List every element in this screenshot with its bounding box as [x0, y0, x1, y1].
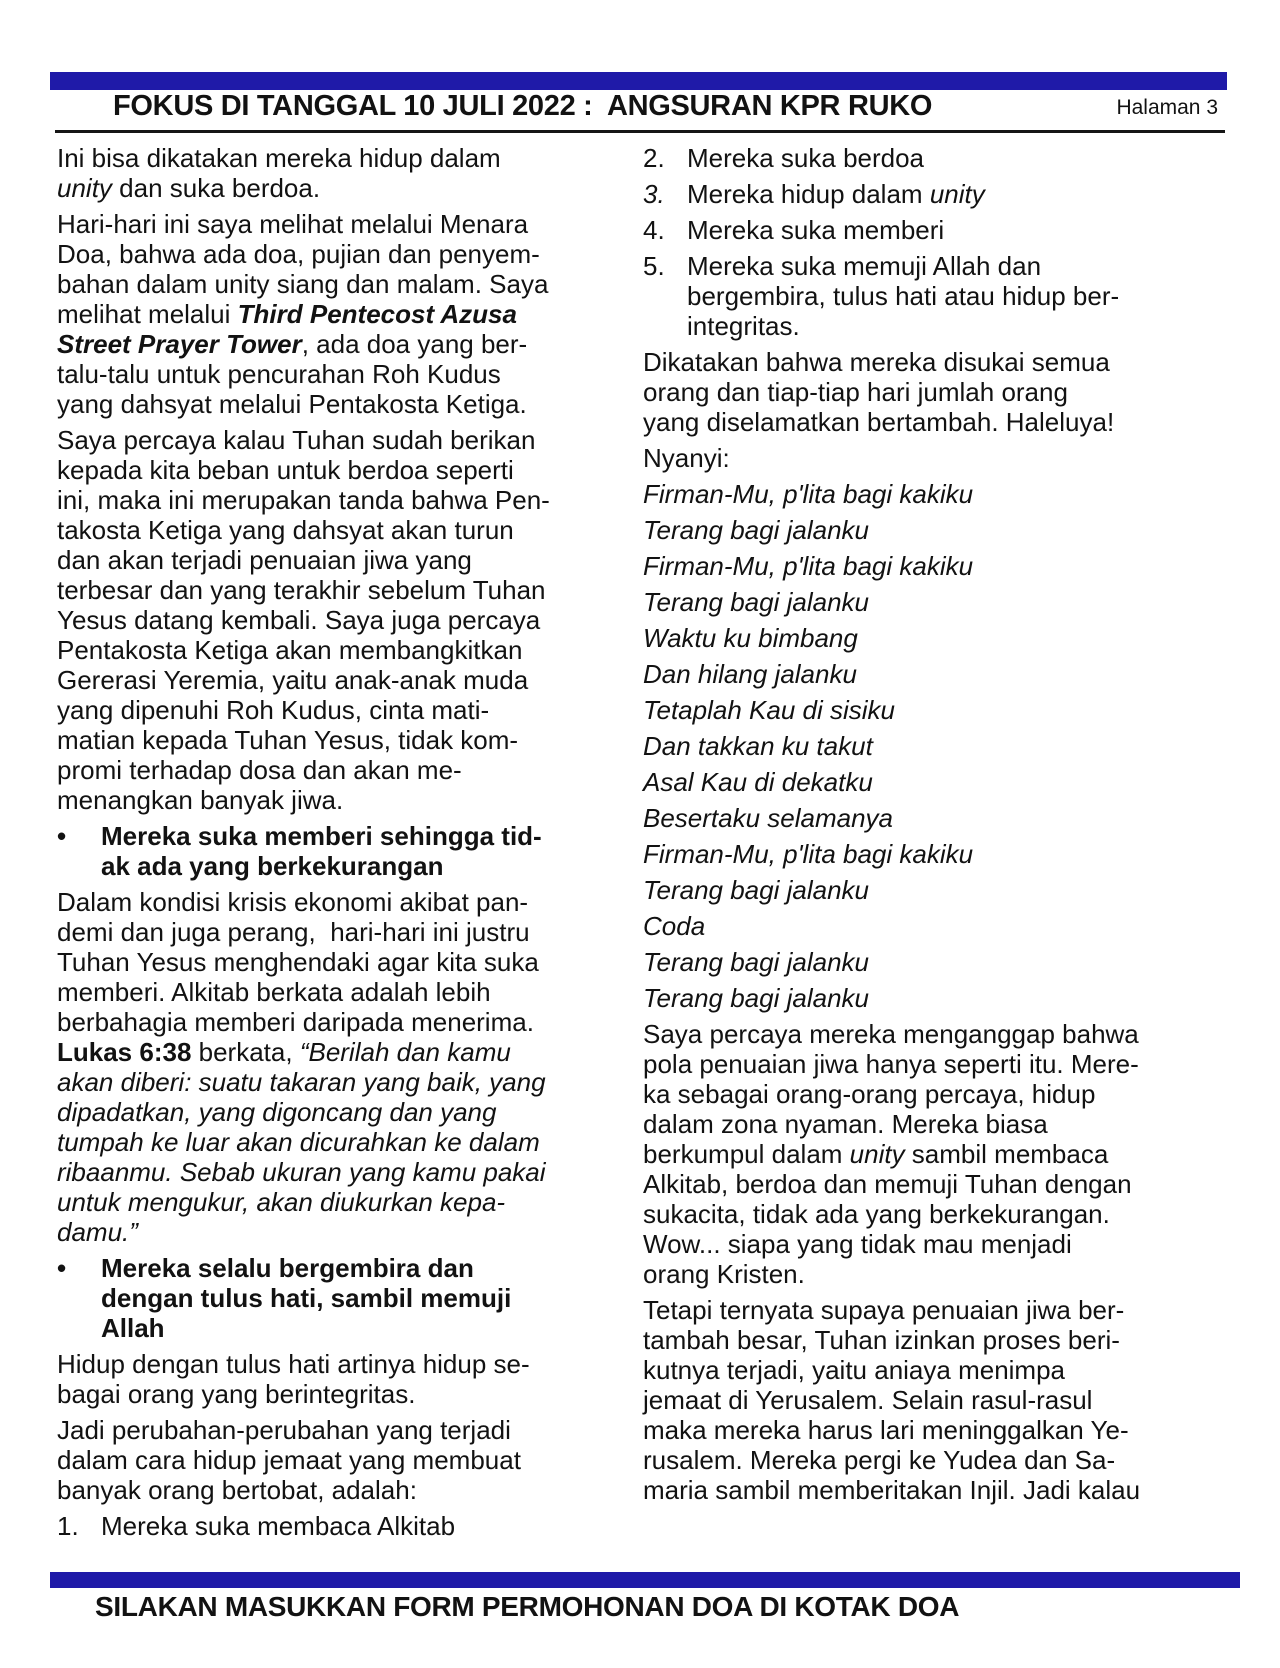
paragraph [643, 479, 1233, 509]
text-line [57, 173, 617, 203]
text-line [643, 1109, 1233, 1139]
text-run: Coda [643, 911, 706, 941]
text-line [57, 977, 617, 1007]
text-line [643, 1325, 1233, 1355]
text-run: Yesus datang kembali. Saya juga percaya [57, 605, 541, 635]
text-run: takosta Ketiga yang dahsyat akan turun [57, 515, 514, 545]
text-line [57, 299, 617, 329]
text-line [643, 377, 1233, 407]
text-run: Mereka suka membaca Alkitab [101, 1511, 456, 1541]
text-line [643, 1415, 1233, 1445]
list-marker: 3. [643, 179, 665, 209]
text-run: Jadi perubahan-perubahan yang terjadi [57, 1415, 511, 1445]
text-run: Hari-hari ini saya melihat melalui Menara [57, 209, 529, 239]
text-run: dalam cara hidup jemaat yang membuat [57, 1445, 521, 1475]
text-run: Terang bagi jalanku [643, 515, 869, 545]
text-run: unity [929, 179, 985, 209]
text-line [643, 623, 1233, 653]
text-line [57, 1067, 617, 1097]
list-marker: 2. [643, 143, 665, 173]
text-run: Terang bagi jalanku [643, 875, 869, 905]
list-item [643, 215, 1233, 245]
text-line [687, 143, 1233, 173]
header-accent-bar [50, 72, 1227, 90]
text-line [57, 1127, 617, 1157]
list-marker: 5. [643, 251, 665, 281]
text-run: berkata, [191, 1037, 300, 1067]
text-line [643, 1049, 1233, 1079]
list-marker: 1. [57, 1511, 79, 1541]
text-line [643, 803, 1233, 833]
text-run: menangkan banyak jiwa. [57, 785, 344, 815]
text-line [643, 1199, 1233, 1229]
text-line [687, 179, 1233, 209]
text-run: memberi. Alkitab berkata adalah lebih [57, 977, 491, 1007]
text-line [57, 545, 617, 575]
text-run: Firman-Mu, p'lita bagi kakiku [643, 479, 974, 509]
text-line [643, 443, 1233, 473]
text-line [643, 551, 1233, 581]
paragraph [643, 911, 1233, 941]
text-run: terbesar dan yang terakhir sebelum Tuhan [57, 575, 546, 605]
text-line [643, 1475, 1233, 1505]
text-run: Ini bisa dikatakan mereka hidup dalam [57, 143, 501, 173]
paragraph [57, 425, 617, 815]
text-run: berkumpul dalam [643, 1139, 850, 1169]
text-line [57, 359, 617, 389]
text-run: sukacita, tidak ada yang berkekurangan. [643, 1199, 1110, 1229]
text-run: Besertaku selamanya [643, 803, 894, 833]
text-run: orang dan tiap-tiap hari jumlah orang [643, 377, 1068, 407]
paragraph [643, 1295, 1233, 1505]
list-item-text [101, 1511, 617, 1541]
text-line [643, 407, 1233, 437]
text-run: Asal Kau di dekatku [643, 767, 873, 797]
text-line [101, 1283, 617, 1313]
paragraph [643, 1019, 1233, 1289]
text-line [57, 695, 617, 725]
paragraph [643, 659, 1233, 689]
text-run: Gererasi Yeremia, yaitu anak-anak muda [57, 665, 529, 695]
list-item-text [687, 179, 1233, 209]
text-line [643, 1355, 1233, 1385]
list-item-text [101, 1253, 617, 1343]
text-run: Mereka selalu bergembira dan [101, 1253, 474, 1283]
paragraph [643, 983, 1233, 1013]
text-run: Terang bagi jalanku [643, 947, 869, 977]
text-line [643, 767, 1233, 797]
footer-notice: SILAKAN MASUKKAN FORM PERMOHONAN DOA DI KOTAK DOA [95, 1591, 960, 1622]
text-run: Tetaplah Kau di sisiku [643, 695, 895, 725]
paragraph [643, 551, 1233, 581]
text-line [57, 575, 617, 605]
text-line [687, 251, 1233, 281]
text-line [643, 1295, 1233, 1325]
text-run: pola penuaian jiwa hanya seperti itu. Mere- [643, 1049, 1139, 1079]
text-run: unity [849, 1139, 905, 1169]
left-column [57, 143, 617, 1547]
text-run: Saya percaya kalau Tuhan sudah berikan [57, 425, 536, 455]
text-line [57, 1007, 617, 1037]
paragraph [643, 695, 1233, 725]
text-line [57, 1415, 617, 1445]
text-run: Allah [101, 1313, 165, 1343]
text-run: Dan hilang jalanku [643, 659, 857, 689]
text-line [57, 887, 617, 917]
text-line [101, 1253, 617, 1283]
list-item [57, 1511, 617, 1541]
text-run: Firman-Mu, p'lita bagi kakiku [643, 839, 974, 869]
paragraph [643, 875, 1233, 905]
text-line [643, 1139, 1233, 1169]
text-run: Wow... siapa yang tidak mau menjadi [643, 1229, 1072, 1259]
text-run: unity [57, 173, 112, 203]
text-run: bergembira, tulus hati atau hidup ber- [687, 281, 1120, 311]
text-run: dalam zona nyaman. Mereka biasa [643, 1109, 1048, 1139]
list-item-text [687, 251, 1233, 341]
text-line [57, 1445, 617, 1475]
text-line [687, 215, 1233, 245]
paragraph [57, 1349, 617, 1409]
text-run: Pentakosta Ketiga akan membangkitkan [57, 635, 523, 665]
list-marker: • [57, 1253, 67, 1283]
text-run: untuk mengukur, akan diukurkan kepa- [57, 1187, 506, 1217]
text-line [643, 839, 1233, 869]
text-run: Third Pentecost Azusa [237, 299, 517, 329]
list-item [643, 179, 1233, 209]
paragraph [643, 587, 1233, 617]
text-line [643, 587, 1233, 617]
text-line [57, 269, 617, 299]
list-item [643, 143, 1233, 173]
paragraph [57, 143, 617, 203]
text-run: promi terhadap dosa dan akan me- [57, 755, 462, 785]
text-line [57, 1097, 617, 1127]
list-item-text [687, 143, 1233, 173]
paragraph [643, 731, 1233, 761]
text-run: Alkitab, berdoa dan memuji Tuhan dengan [643, 1169, 1132, 1199]
paragraph [643, 623, 1233, 653]
text-run: Lukas 6:38 [57, 1037, 192, 1067]
text-line [643, 515, 1233, 545]
text-run: Nyanyi: [643, 443, 730, 473]
text-run: Hidup dengan tulus hati artinya hidup se- [57, 1349, 530, 1379]
text-run: Saya percaya mereka menganggap bahwa [643, 1019, 1139, 1049]
text-line [643, 983, 1233, 1013]
text-line [643, 1259, 1233, 1289]
footer-accent-bar [50, 1572, 1240, 1588]
text-line [57, 329, 617, 359]
text-line [643, 1169, 1233, 1199]
text-line [57, 209, 617, 239]
text-line [57, 947, 617, 977]
text-line [643, 875, 1233, 905]
paragraph [643, 443, 1233, 473]
text-line [57, 1379, 617, 1409]
text-run: berbahagia memberi daripada menerima. [57, 1007, 534, 1037]
text-run: dipadatkan, yang digoncang dan yang [57, 1097, 497, 1127]
text-run: , ada doa yang ber- [301, 329, 528, 359]
text-line [57, 725, 617, 755]
text-run: ribaanmu. Sebab ukuran yang kamu pakai [57, 1157, 546, 1187]
text-run: ka sebagai orang-orang percaya, hidup [643, 1079, 1096, 1109]
text-run: Waktu ku bimbang [643, 623, 858, 653]
text-line [57, 485, 617, 515]
text-line [57, 515, 617, 545]
text-run: tambah besar, Tuhan izinkan proses beri- [643, 1325, 1120, 1355]
list-item [57, 821, 617, 881]
text-run: melihat melalui [57, 299, 238, 329]
text-run: Tuhan Yesus menghendaki agar kita suka [57, 947, 539, 977]
text-run: Doa, bahwa ada doa, pujian dan penyem- [57, 239, 540, 269]
text-line [101, 1511, 617, 1541]
list-item [643, 251, 1233, 341]
text-line [643, 1229, 1233, 1259]
text-line [643, 947, 1233, 977]
text-run: yang diselamatkan bertambah. Haleluya! [643, 407, 1115, 437]
text-line [57, 755, 617, 785]
text-run: Terang bagi jalanku [643, 587, 869, 617]
list-item-text [687, 215, 1233, 245]
text-run: yang dahsyat melalui Pentakosta Ketiga. [57, 389, 527, 419]
text-run: jemaat di Yerusalem. Selain rasul-rasul [643, 1385, 1093, 1415]
paragraph [643, 803, 1233, 833]
text-run: ak ada yang berkekurangan [101, 851, 444, 881]
text-line [57, 1475, 617, 1505]
text-run: banyak orang bertobat, adalah: [57, 1475, 417, 1505]
text-run: dan suka berdoa. [111, 173, 321, 203]
text-line [57, 455, 617, 485]
paragraph [643, 767, 1233, 797]
text-run: maka mereka harus lari meninggalkan Ye- [643, 1415, 1129, 1445]
text-run: sambil membaca [904, 1139, 1109, 1169]
text-line [57, 1157, 617, 1187]
list-marker: • [57, 821, 67, 851]
text-run: maria sambil memberitakan Injil. Jadi kalau [643, 1475, 1141, 1505]
text-line [57, 635, 617, 665]
text-line [57, 665, 617, 695]
text-line [57, 239, 617, 269]
text-run: yang dipenuhi Roh Kudus, cinta mati- [57, 695, 490, 725]
text-line [643, 1019, 1233, 1049]
text-run: “Berilah dan kamu [299, 1037, 511, 1067]
text-run: akan diberi: suatu takaran yang baik, yang [57, 1067, 546, 1097]
text-line [643, 479, 1233, 509]
header-divider [55, 130, 1225, 133]
text-line [643, 1385, 1233, 1415]
text-line [57, 389, 617, 419]
list-marker: 4. [643, 215, 665, 245]
text-run: Dan takkan ku takut [643, 731, 873, 761]
text-run: Dikatakan bahwa mereka disukai semua [643, 347, 1110, 377]
text-line [57, 143, 617, 173]
text-run: bagai orang yang berintegritas. [57, 1379, 416, 1409]
text-line [687, 311, 1233, 341]
text-line [643, 1445, 1233, 1475]
text-run: dan akan terjadi penuaian jiwa yang [57, 545, 472, 575]
text-run: Mereka suka berdoa [687, 143, 925, 173]
paragraph [57, 209, 617, 419]
text-line [643, 1079, 1233, 1109]
text-line [101, 821, 617, 851]
right-column [643, 143, 1233, 1511]
text-run: rusalem. Mereka pergi ke Yudea dan Sa- [643, 1445, 1116, 1475]
text-run: orang Kristen. [643, 1259, 805, 1289]
text-run: Terang bagi jalanku [643, 983, 869, 1013]
text-run: Mereka suka memberi [687, 215, 945, 245]
text-run: Firman-Mu, p'lita bagi kakiku [643, 551, 974, 581]
text-line [643, 911, 1233, 941]
paragraph [57, 1415, 617, 1505]
text-run: Tetapi ternyata supaya penuaian jiwa ber- [643, 1295, 1125, 1325]
text-line [57, 1349, 617, 1379]
text-run: matian kepada Tuhan Yesus, tidak kom- [57, 725, 519, 755]
text-line [643, 347, 1233, 377]
text-run: talu-talu untuk pencurahan Roh Kudus [57, 359, 501, 389]
text-line [57, 1217, 617, 1247]
text-line [57, 425, 617, 455]
text-line [687, 281, 1233, 311]
paragraph [643, 347, 1233, 437]
text-run: tumpah ke luar akan dicurahkan ke dalam [57, 1127, 540, 1157]
text-run: Mereka suka memuji Allah dan [687, 251, 1042, 281]
text-run: dengan tulus hati, sambil memuji [101, 1283, 512, 1313]
text-line [57, 917, 617, 947]
list-item-text [101, 821, 617, 881]
text-run: Mereka hidup dalam [687, 179, 930, 209]
text-run: integritas. [687, 311, 800, 341]
page-number-label: Halaman 3 [1116, 96, 1218, 119]
text-run: Dalam kondisi krisis ekonomi akibat pan- [57, 887, 529, 917]
list-item [57, 1253, 617, 1343]
paragraph [643, 839, 1233, 869]
text-run: Street Prayer Tower [57, 329, 302, 359]
text-line [57, 785, 617, 815]
text-line [57, 1187, 617, 1217]
text-line [57, 605, 617, 635]
text-line [643, 695, 1233, 725]
text-run: damu.” [57, 1217, 138, 1247]
paragraph [643, 947, 1233, 977]
text-line [643, 659, 1233, 689]
page-title: FOKUS DI TANGGAL 10 JULI 2022 : ANGSURAN KPR RUKO [113, 90, 933, 122]
text-line [101, 1313, 617, 1343]
text-run: demi dan juga perang, hari-hari ini justru [57, 917, 530, 947]
text-line [101, 851, 617, 881]
text-run: Mereka suka memberi sehingga tid- [101, 821, 542, 851]
text-line [643, 731, 1233, 761]
text-line [57, 1037, 617, 1067]
paragraph [643, 515, 1233, 545]
text-run: kutnya terjadi, yaitu aniaya menimpa [643, 1355, 1066, 1385]
text-run: bahan dalam unity siang dan malam. Saya [57, 269, 549, 299]
text-run: kepada kita beban untuk berdoa seperti [57, 455, 514, 485]
paragraph [57, 887, 617, 1247]
text-run: ini, maka ini merupakan tanda bahwa Pen- [57, 485, 550, 515]
